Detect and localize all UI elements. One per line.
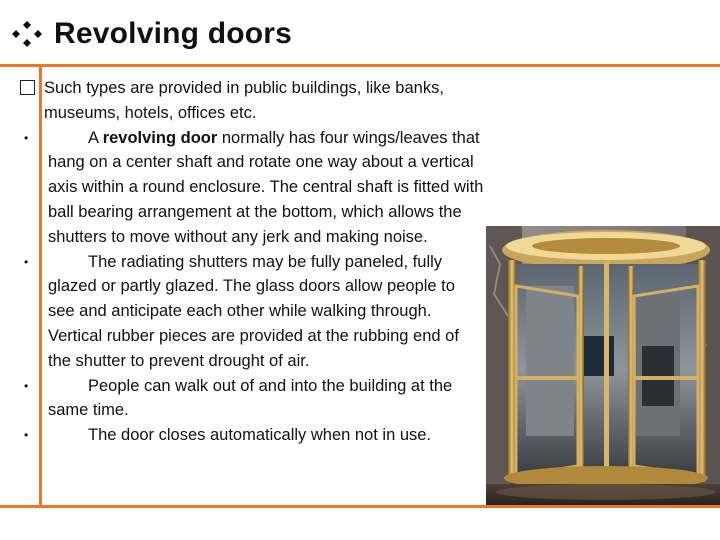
- intro-text: Such types are provided in public buildings, like banks, museums, hotels, offices etc.: [44, 79, 444, 122]
- bottom-divider: [0, 505, 720, 508]
- bullet-item: [22, 423, 486, 448]
- bullet-text: [48, 374, 486, 424]
- bullet-dot-icon: •: [24, 428, 29, 443]
- bullet-body: The radiating shutters may be fully paneled, fully glazed or partly glazed. The glass doors allow people to see and anticipate each other while walking through. Vertical rubber pieces are provided at the rubbing end of the shutter to prevent drought of air.: [48, 252, 459, 370]
- bullet-dot-icon: •: [24, 130, 29, 145]
- bullet-body: People can walk out of and into the building at the same time.: [48, 376, 453, 420]
- slide-title: Revolving doors: [54, 17, 293, 50]
- bullet-dot-icon: •: [24, 378, 29, 393]
- bullet-bold-term: revolving door: [102, 128, 218, 147]
- four-diamond-icon: [12, 19, 42, 49]
- bullet-dot-icon: •: [24, 254, 29, 269]
- top-divider: [0, 64, 720, 67]
- bullet-item: [22, 250, 486, 374]
- bullet-text: [48, 423, 486, 448]
- bullet-rest: normally has four wings/leaves that hang on a center shaft and rotate one way about a vertical axis within a round enclosure. The central shaft is fitted with ball bearing arrangement at the bottom, which allows the shutters to move without any jerk and making noise.: [48, 128, 484, 246]
- bullet-lead: A: [88, 128, 103, 147]
- revolving-door-photo: [486, 226, 720, 505]
- bullet-item: [22, 374, 486, 424]
- bullet-body: The door closes automatically when not in use.: [88, 426, 432, 445]
- revolving-door-illustration: [486, 226, 720, 505]
- bullet-text: [48, 126, 486, 250]
- intro-paragraph: [22, 76, 486, 126]
- bullet-item: [22, 126, 486, 250]
- checkbox-bullet-icon: [20, 80, 35, 95]
- slide-header: [12, 12, 292, 56]
- bullet-text: [48, 250, 486, 374]
- slide-body: [22, 76, 486, 448]
